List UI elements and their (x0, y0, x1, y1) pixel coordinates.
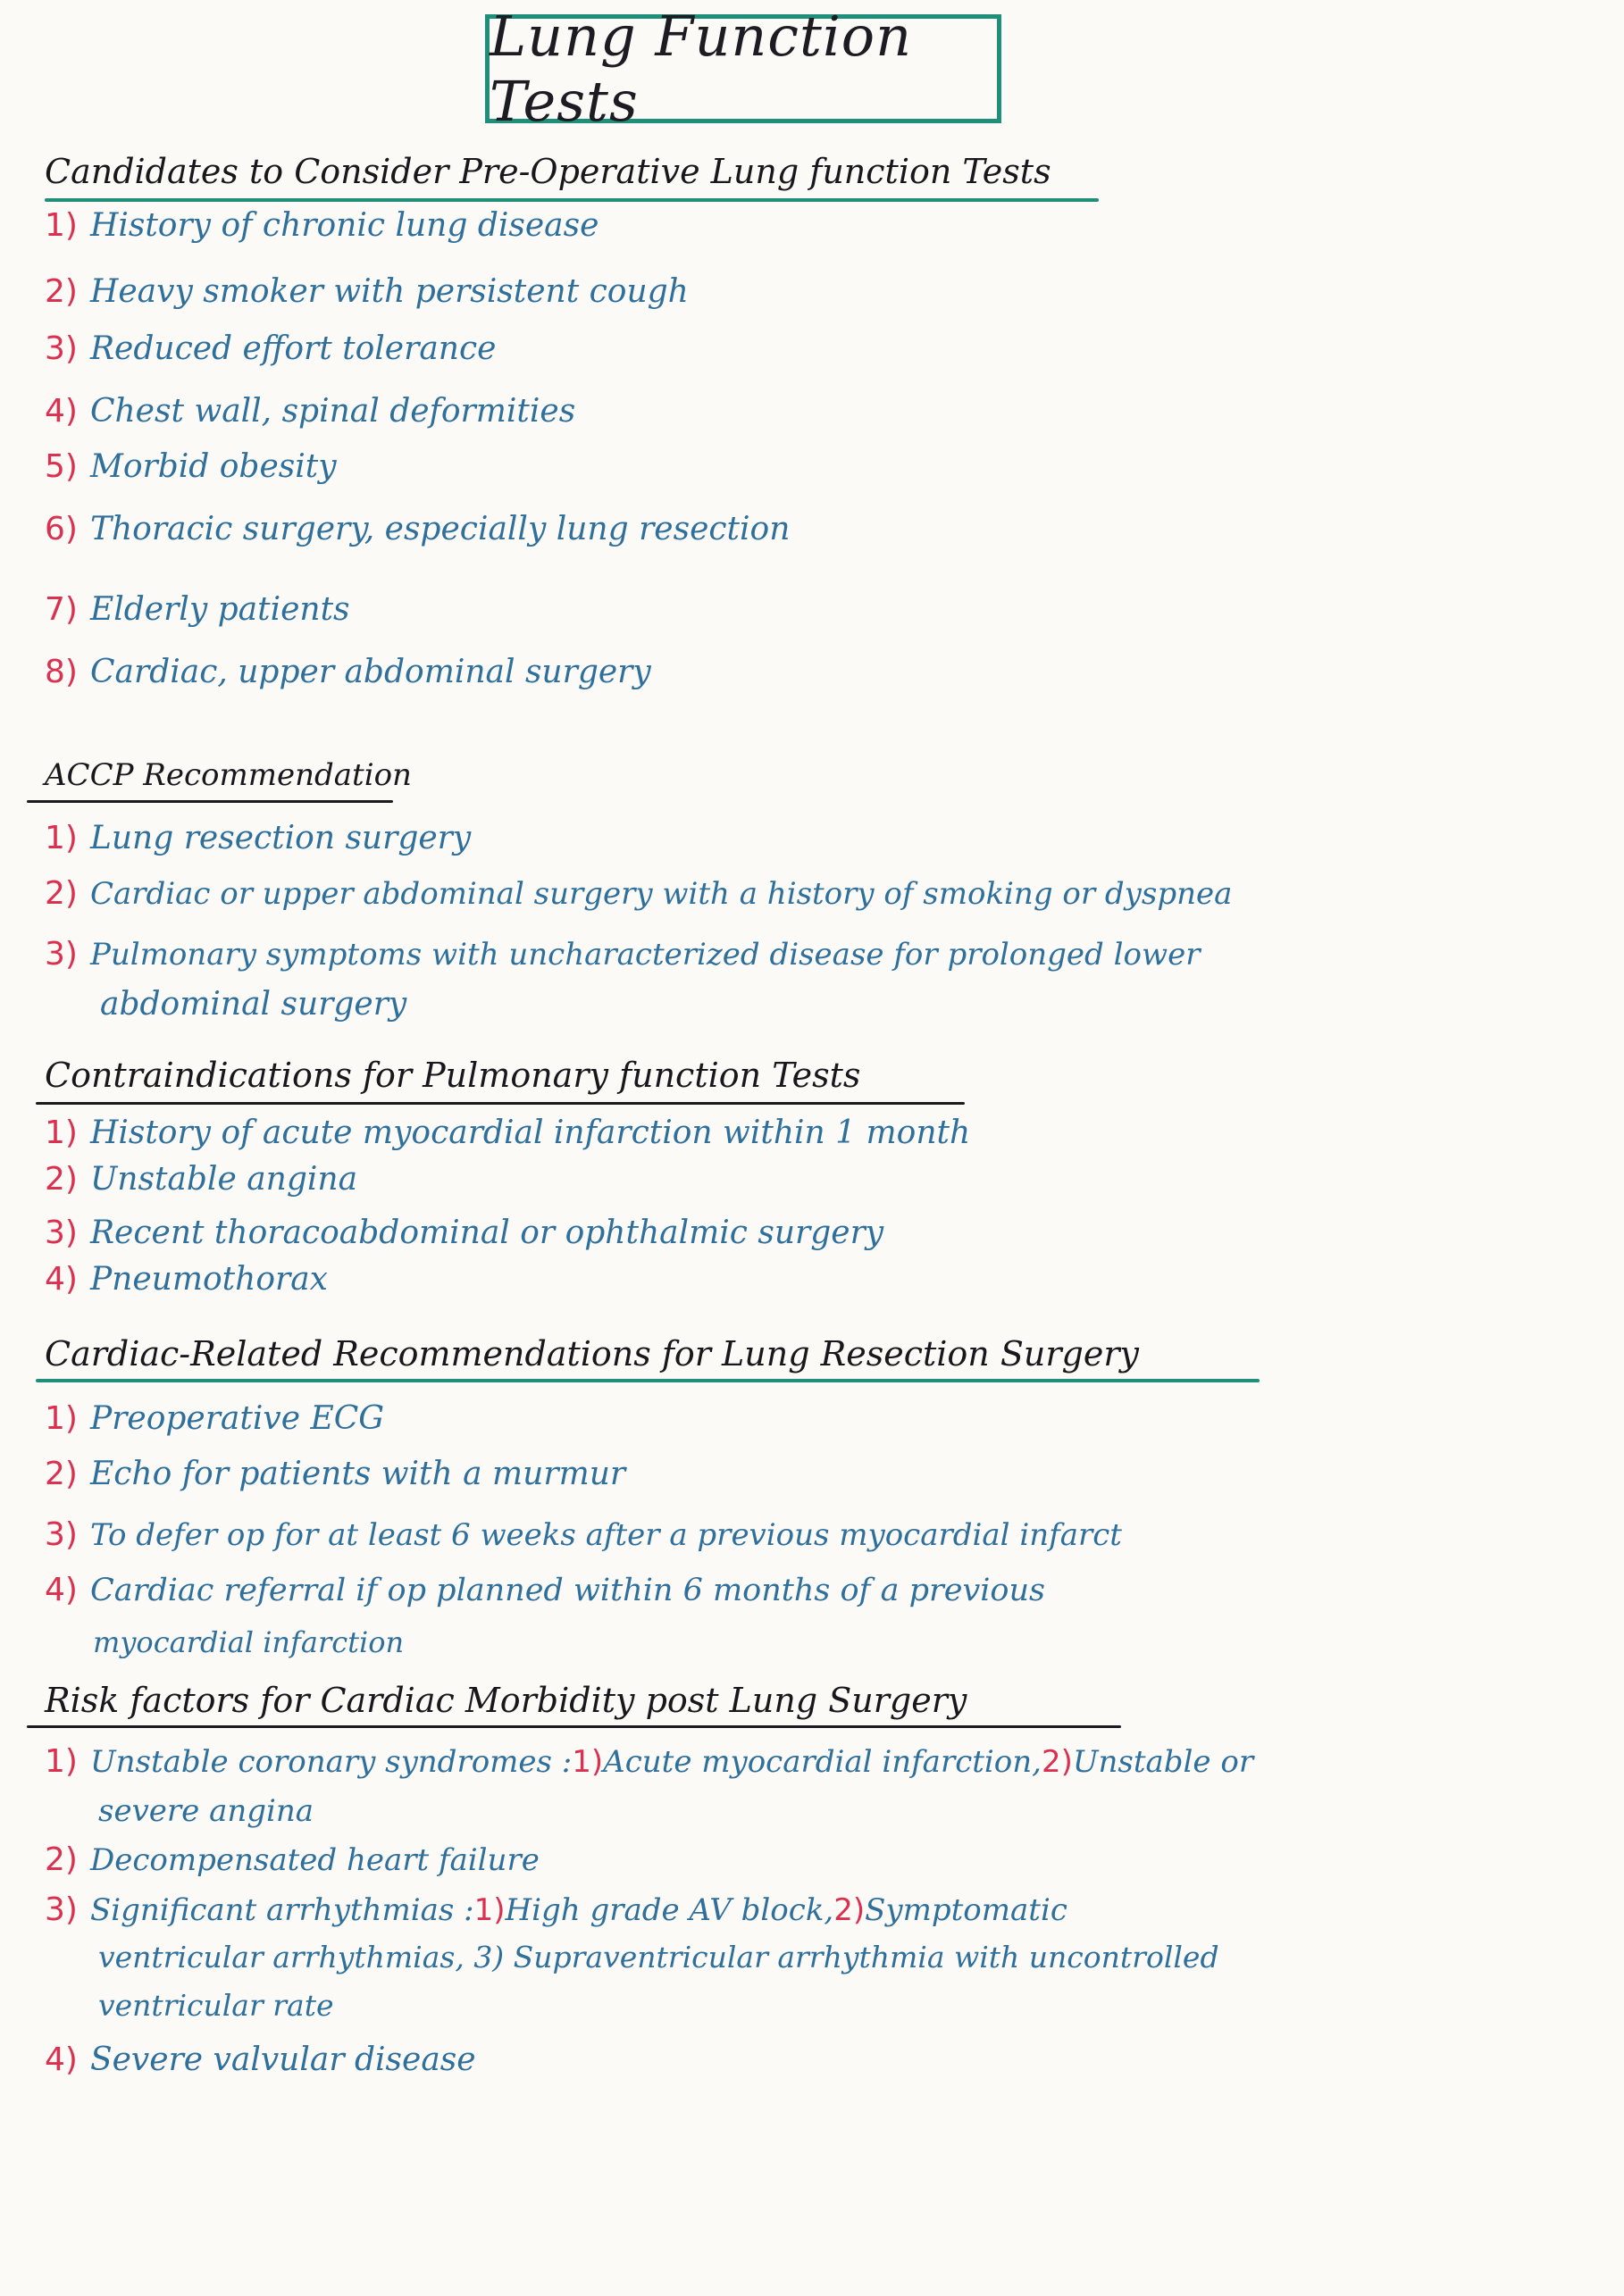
list-item: 4) Pneumothorax (45, 1261, 328, 1298)
list-item: 2) Echo for patients with a murmur (45, 1456, 626, 1492)
list-item-continuation: ventricular rate (98, 1988, 334, 2023)
section-underline (36, 1102, 965, 1105)
list-item: 2) Heavy smoker with persistent cough (45, 273, 689, 310)
section-heading-cardiac-related: Cardiac-Related Recommendations for Lung Resection Surgery (45, 1334, 1139, 1373)
list-item-continuation: severe angina (98, 1793, 314, 1829)
section-underline (36, 1379, 1260, 1382)
list-item: 1) Lung resection surgery (45, 820, 472, 856)
list-item: 2) Unstable angina (45, 1161, 358, 1198)
list-item: 6) Thoracic surgery, especially lung resection (45, 511, 791, 547)
title-box (485, 4, 1001, 134)
list-item: 1) History of acute myocardial infarction within 1 month (45, 1115, 971, 1151)
list-item: 3) Recent thoracoabdominal or ophthalmic surgery (45, 1215, 884, 1251)
list-item: 5) Morbid obesity (45, 448, 337, 485)
list-item: 3) Reduced effort tolerance (45, 330, 497, 367)
list-item: 8) Cardiac, upper abdominal surgery (45, 654, 651, 690)
list-item-continuation: myocardial infarction (93, 1625, 405, 1659)
list-item: 1) Unstable coronary syndromes : 1) Acute myocardial infarction, 2) Unstable or (45, 1743, 1254, 1780)
list-item: 3) Significant arrhythmias : 1) High grade AV block, 2) Symptomatic (45, 1891, 1067, 1928)
section-heading-accp: ACCP Recommendation (45, 757, 412, 793)
list-item: 4) Severe valvular disease (45, 2041, 476, 2078)
list-item: 1) History of chronic lung disease (45, 207, 599, 244)
page-title: Lung Function Tests (490, 4, 913, 134)
list-item-continuation: ventricular arrhythmias, 3) Supraventricular arrhythmia with uncontrolled (98, 1940, 1219, 1975)
list-item: 4) Cardiac referral if op planned within 6 months of a previous (45, 1572, 1045, 1608)
list-item: 4) Chest wall, spinal deformities (45, 393, 576, 430)
list-item-continuation: abdominal surgery (100, 986, 407, 1023)
list-item: 7) Elderly patients (45, 591, 350, 628)
list-item: 2) Cardiac or upper abdominal surgery with a history of smoking or dyspnea (45, 875, 1233, 912)
section-heading-risk-factors: Risk factors for Cardiac Morbidity post Lung Surgery (45, 1681, 967, 1720)
section-heading-contraindications: Contraindications for Pulmonary function Tests (45, 1056, 861, 1095)
list-item: 1) Preoperative ECG (45, 1400, 385, 1437)
section-heading-candidates: Candidates to Consider Pre-Operative Lung function Tests (45, 152, 1051, 191)
section-underline (27, 800, 393, 803)
list-item: 3) To defer op for at least 6 weeks after a previous myocardial infarct (45, 1516, 1122, 1553)
list-item: 2) Decompensated heart failure (45, 1841, 540, 1878)
list-item: 3) Pulmonary symptoms with uncharacterized disease for prolonged lower (45, 936, 1201, 973)
section-underline (45, 198, 1099, 202)
section-underline (27, 1725, 1121, 1728)
